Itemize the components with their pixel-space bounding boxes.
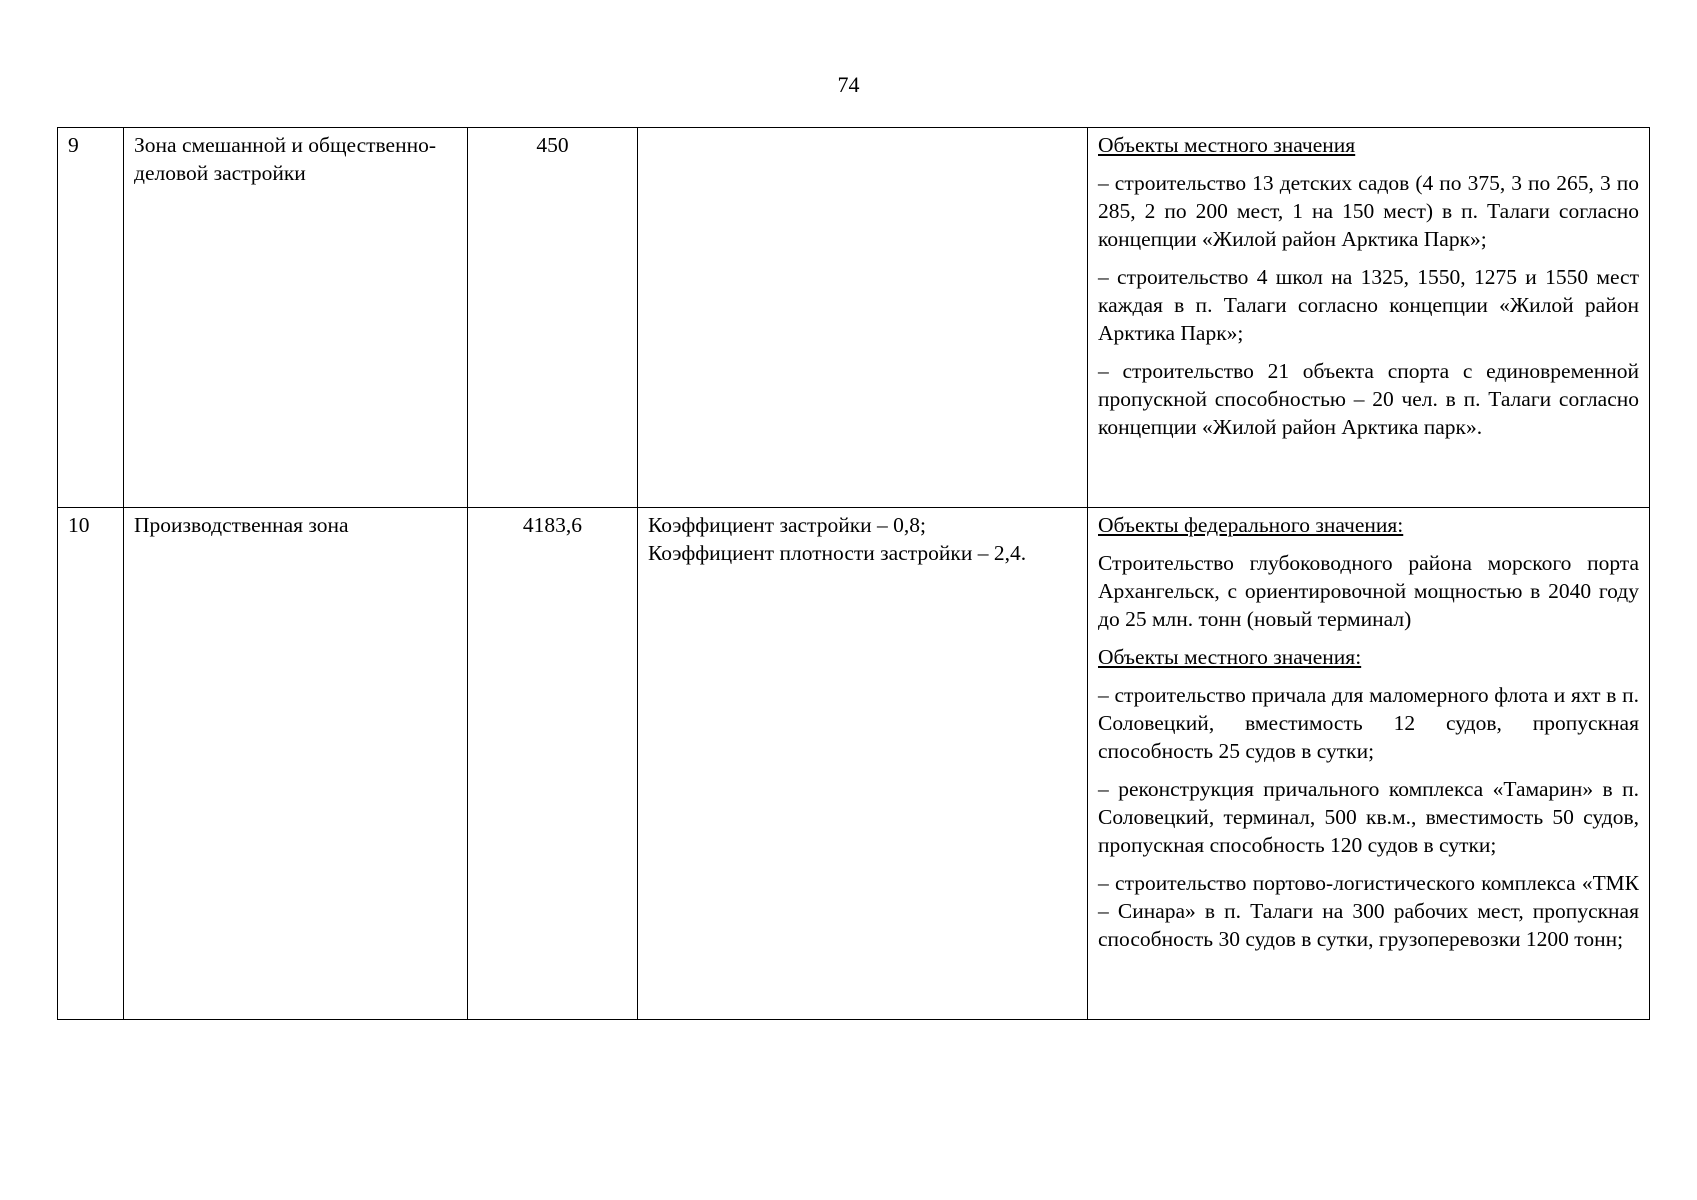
objects-heading: Объекты местного значения [1098,133,1356,157]
row-number: 10 [58,508,124,1020]
object-item: – строительство 13 детских садов (4 по 375, 3 по 265, 3 по 285, 2 по 200 мест, 1 на 150 мест) в п. Талаги согласно концепции «Жилой район Арктика Парк»; [1098,171,1639,251]
object-item: Строительство глубоководного района морского порта Архангельск, с ориентировочной мощностью в 2040 году до 25 млн. тонн (новый терминал) [1098,551,1639,631]
zone-name: Зона смешанной и общественно-деловой застройки [124,128,468,508]
table-row [58,128,1650,508]
object-item: – строительство 21 объекта спорта с единовременной пропускной способностью – 20 чел. в п. Талаги согласно концепции «Жилой район Арктика парк». [1098,359,1639,439]
zone-area: 450 [468,128,638,508]
zone-name: Производственная зона [124,508,468,1020]
row-number: 9 [58,128,124,508]
object-item: – строительство причала для маломерного флота и яхт в п. Соловецкий, вместимость 12 судов, пропускная способность 25 судов в сутки; [1098,683,1639,763]
object-item: – реконструкция причального комплекса «Тамарин» в п. Соловецкий, терминал, 500 кв.м., вместимость 50 судов, пропускная способность 120 судов в сутки; [1098,777,1639,857]
zone-parameters [638,128,1088,508]
object-item: – строительство 4 школ на 1325, 1550, 1275 и 1550 мест каждая в п. Талаги согласно концепции «Жилой район Арктика Парк»; [1098,265,1639,345]
parameter-line: Коэффициент застройки – 0,8; [648,513,926,537]
page-number: 74 [837,72,860,97]
objects-heading: Объекты федерального значения: [1098,513,1404,537]
parameter-line: Коэффициент плотности застройки – 2,4. [648,541,1027,565]
zones-table [57,127,1650,1020]
zone-parameters [638,508,1088,1020]
object-item: – строительство портово-логистического комплекса «ТМК – Синара» в п. Талаги на 300 рабочих мест, пропускная способность 30 судов в сутки, грузоперевозки 1200 тонн; [1098,871,1639,951]
planned-objects [1088,508,1650,1020]
zone-area: 4183,6 [468,508,638,1020]
objects-heading: Объекты местного значения: [1098,645,1362,669]
planned-objects [1088,128,1650,508]
table-row [58,508,1650,1020]
